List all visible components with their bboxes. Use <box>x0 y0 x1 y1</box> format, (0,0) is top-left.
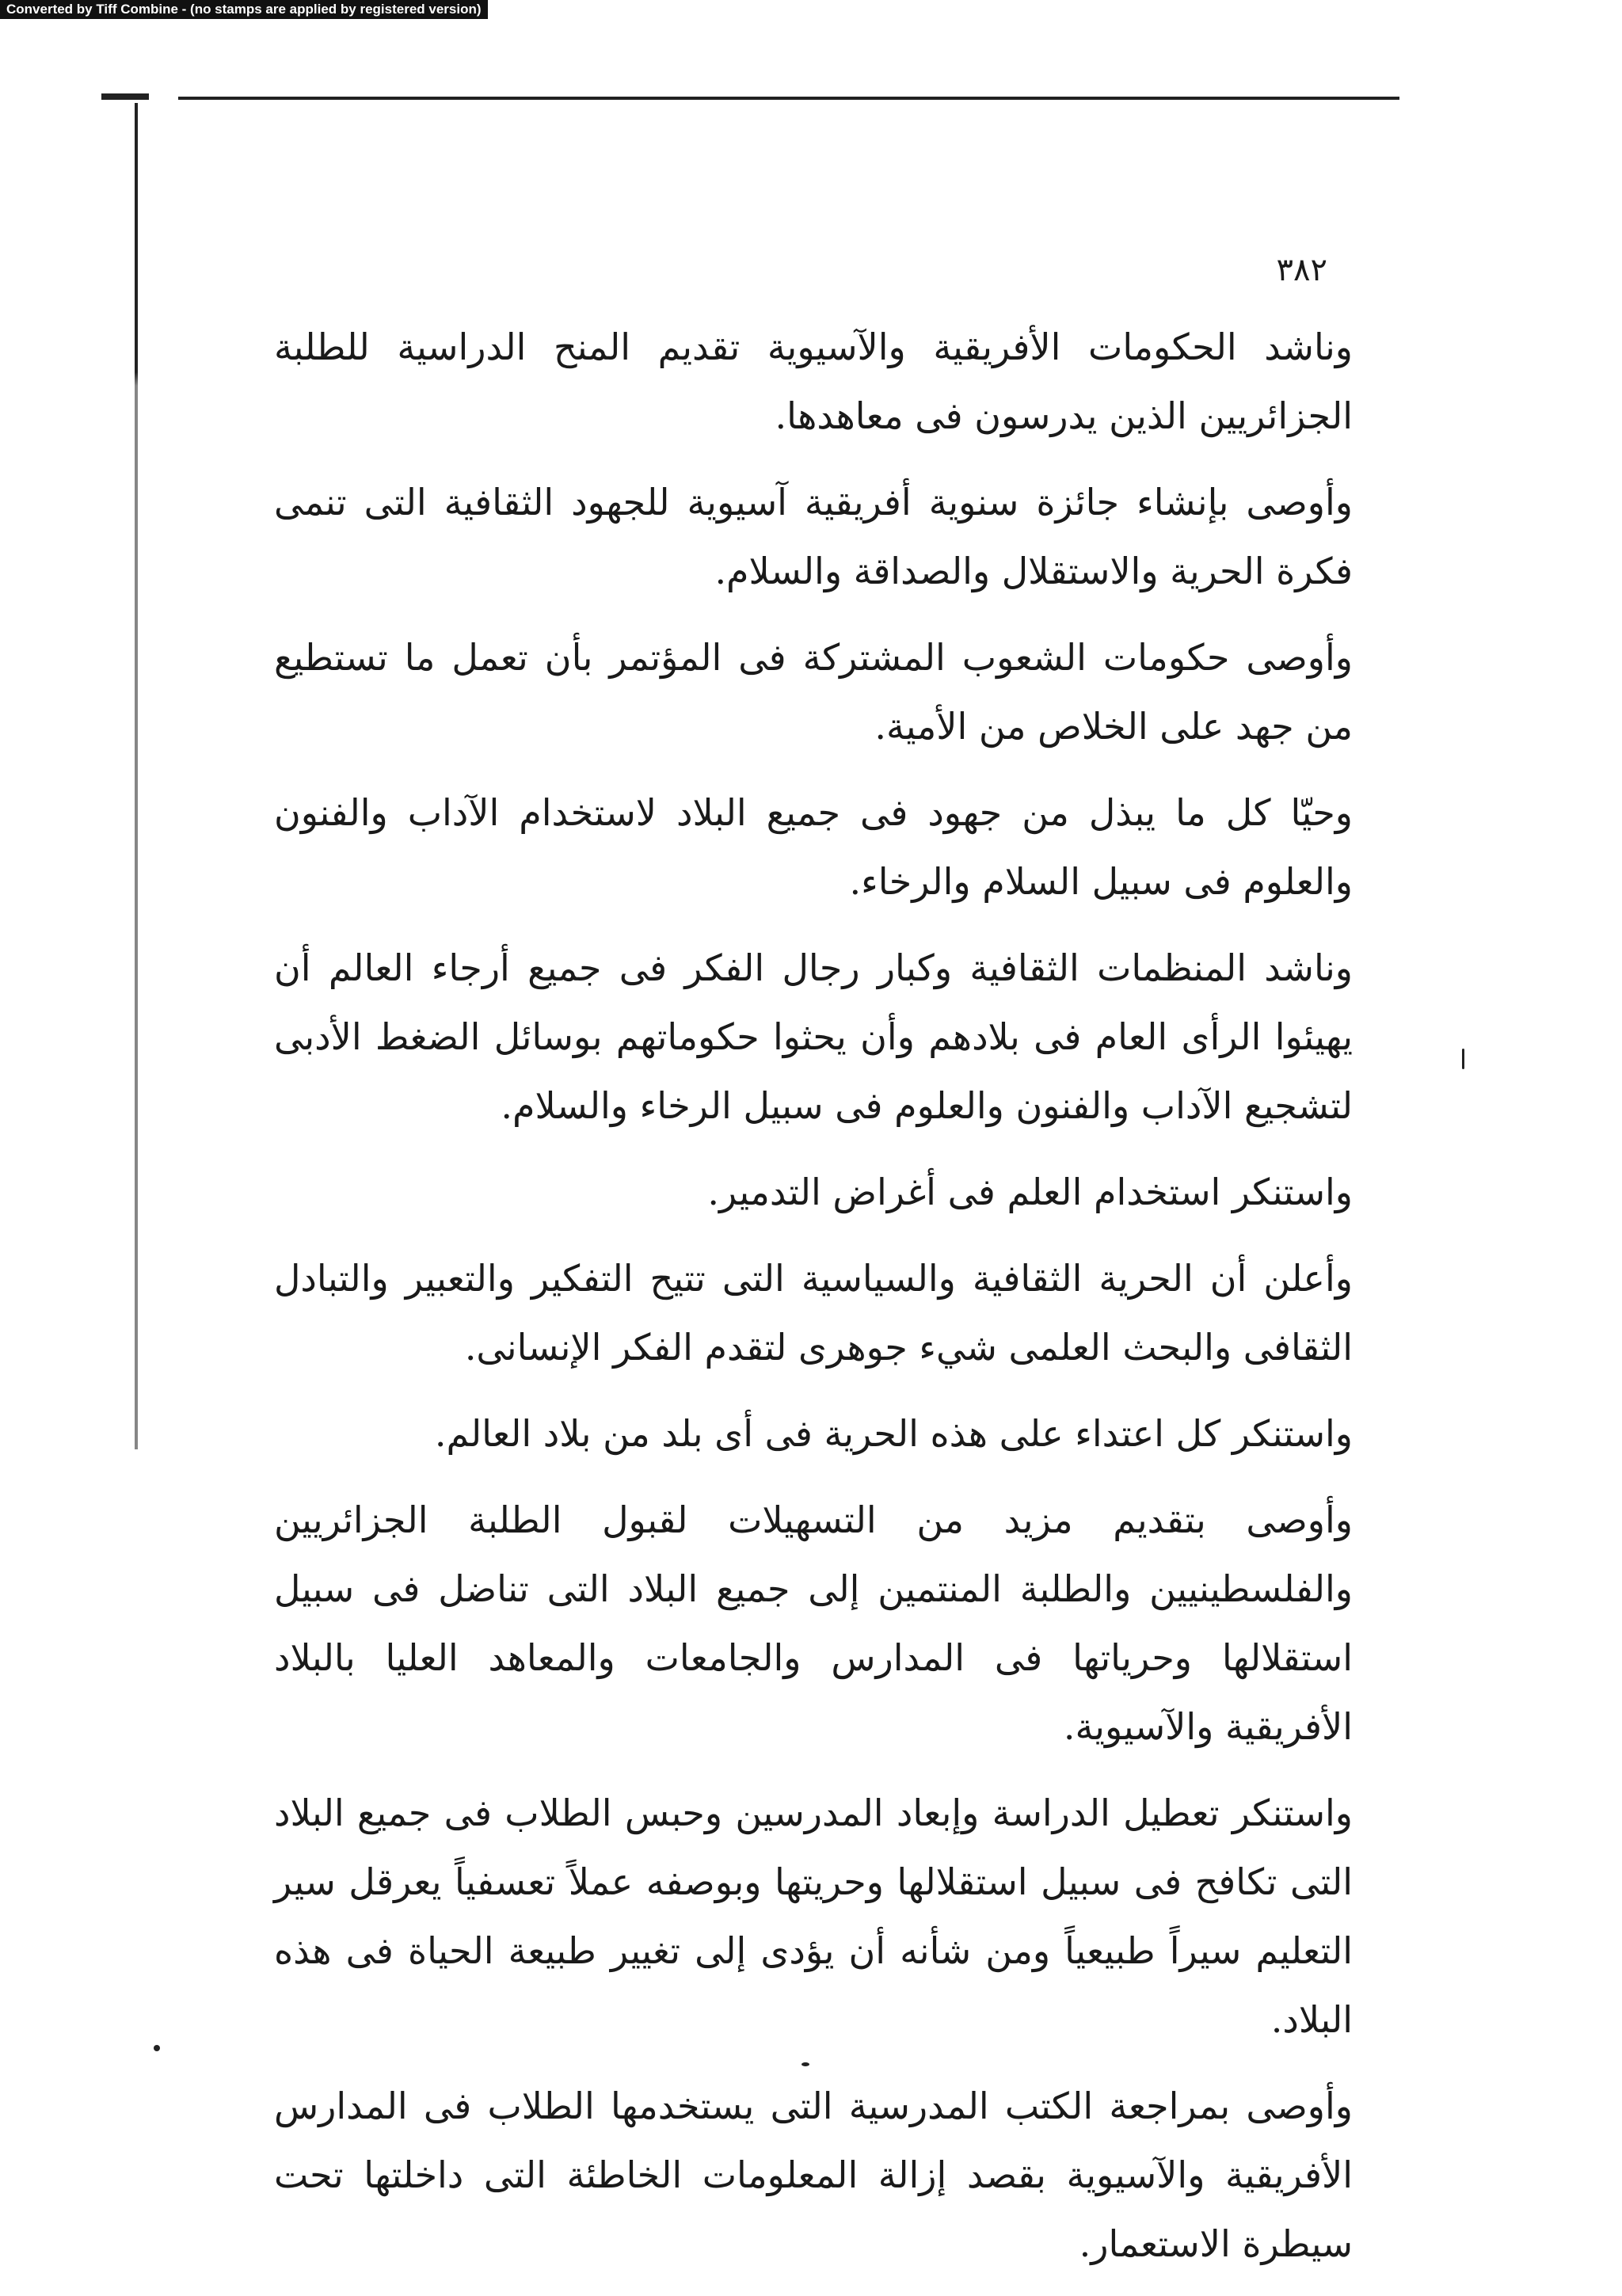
paragraph: وناشد الحكومات الأفريقية والآسيوية تقديم المنح الدراسية للطلبة الجزائريين الذين يدرسون فى معاهدها. <box>274 326 1353 437</box>
scan-speck <box>154 2045 160 2051</box>
paragraph: واستنكر كل اعتداء على هذه الحرية فى أى بلد من بلاد العالم. <box>434 1412 1353 1455</box>
paragraph: وأوصى بإنشاء جائزة سنوية أفريقية آسيوية للجهود الثقافية التى تنمى فكرة الحرية والاستقلال والصداقة والسلام. <box>274 481 1353 592</box>
paragraph: وأوصى بمراجعة الكتب المدرسية التى يستخدمها الطلاب فى المدارس الأفريقية والآسيوية بقصد إزالة المعلومات الخاطئة التى داخلتها تحت سيطرة الاستعمار. <box>274 2085 1353 2265</box>
conversion-banner: Converted by Tiff Combine - (no stamps are applied by registered version) <box>0 0 488 19</box>
paragraph: وأوصى بتقديم مزيد من التسهيلات لقبول الطلبة الجزائريين والفلسطينيين والطلبة المنتمين إلى جميع البلاد التى تناضل فى سبيل استقلالها وحرياتها فى المدارس والجامعات والمعاهد العليا بالبلاد الأفريقية والآسيوية. <box>274 1498 1353 1748</box>
page-number: ٣٨٢ <box>1276 252 1327 288</box>
paragraph: واستنكر تعطيل الدراسة وإبعاد المدرسين وحبس الطلاب فى جميع البلاد التى تكافح فى سبيل استقلالها وحريتها وبوصفه عملاً تعسفياً يعرقل سير التعليم سيراً طبيعياً ومن شأنه أن يؤدى إلى تغيير طبيعة الحياة فى هذه البلاد. <box>274 1791 1353 2041</box>
body-text <box>274 313 1353 2296</box>
paragraph: واستنكر استخدام العلم فى أغراض التدمير. <box>707 1171 1353 1213</box>
paragraph: وأوصى حكومات الشعوب المشتركة فى المؤتمر بأن تعمل ما تستطيع من جهد على الخلاص من الأمية. <box>274 636 1353 748</box>
header-rule-left-segment <box>101 93 149 100</box>
paragraph: وأعلن أن الحرية الثقافية والسياسية التى تتيح التفكير والتعبير والتبادل الثقافى والبحث العلمى شيء جوهرى لتقدم الفكر الإنسانى. <box>274 1257 1353 1369</box>
paragraph: وناشد المنظمات الثقافية وكبار رجال الفكر فى جميع أرجاء العالم أن يهيئوا الرأى العام فى بلادهم وأن يحثوا حكوماتهم بوسائل الضغط الأدبى لتشجيع الآداب والفنون والعلوم فى سبيل الرخاء والسلام. <box>274 946 1353 1127</box>
scan-speck <box>1462 1049 1464 1069</box>
scan-speck <box>801 2062 809 2066</box>
paragraph: وحيّا كل ما يبذل من جهود فى جميع البلاد لاستخدام الآداب والفنون والعلوم فى سبيل السلام والرخاء. <box>274 791 1353 903</box>
left-margin-rule <box>135 103 138 1449</box>
header-rule <box>178 97 1399 100</box>
